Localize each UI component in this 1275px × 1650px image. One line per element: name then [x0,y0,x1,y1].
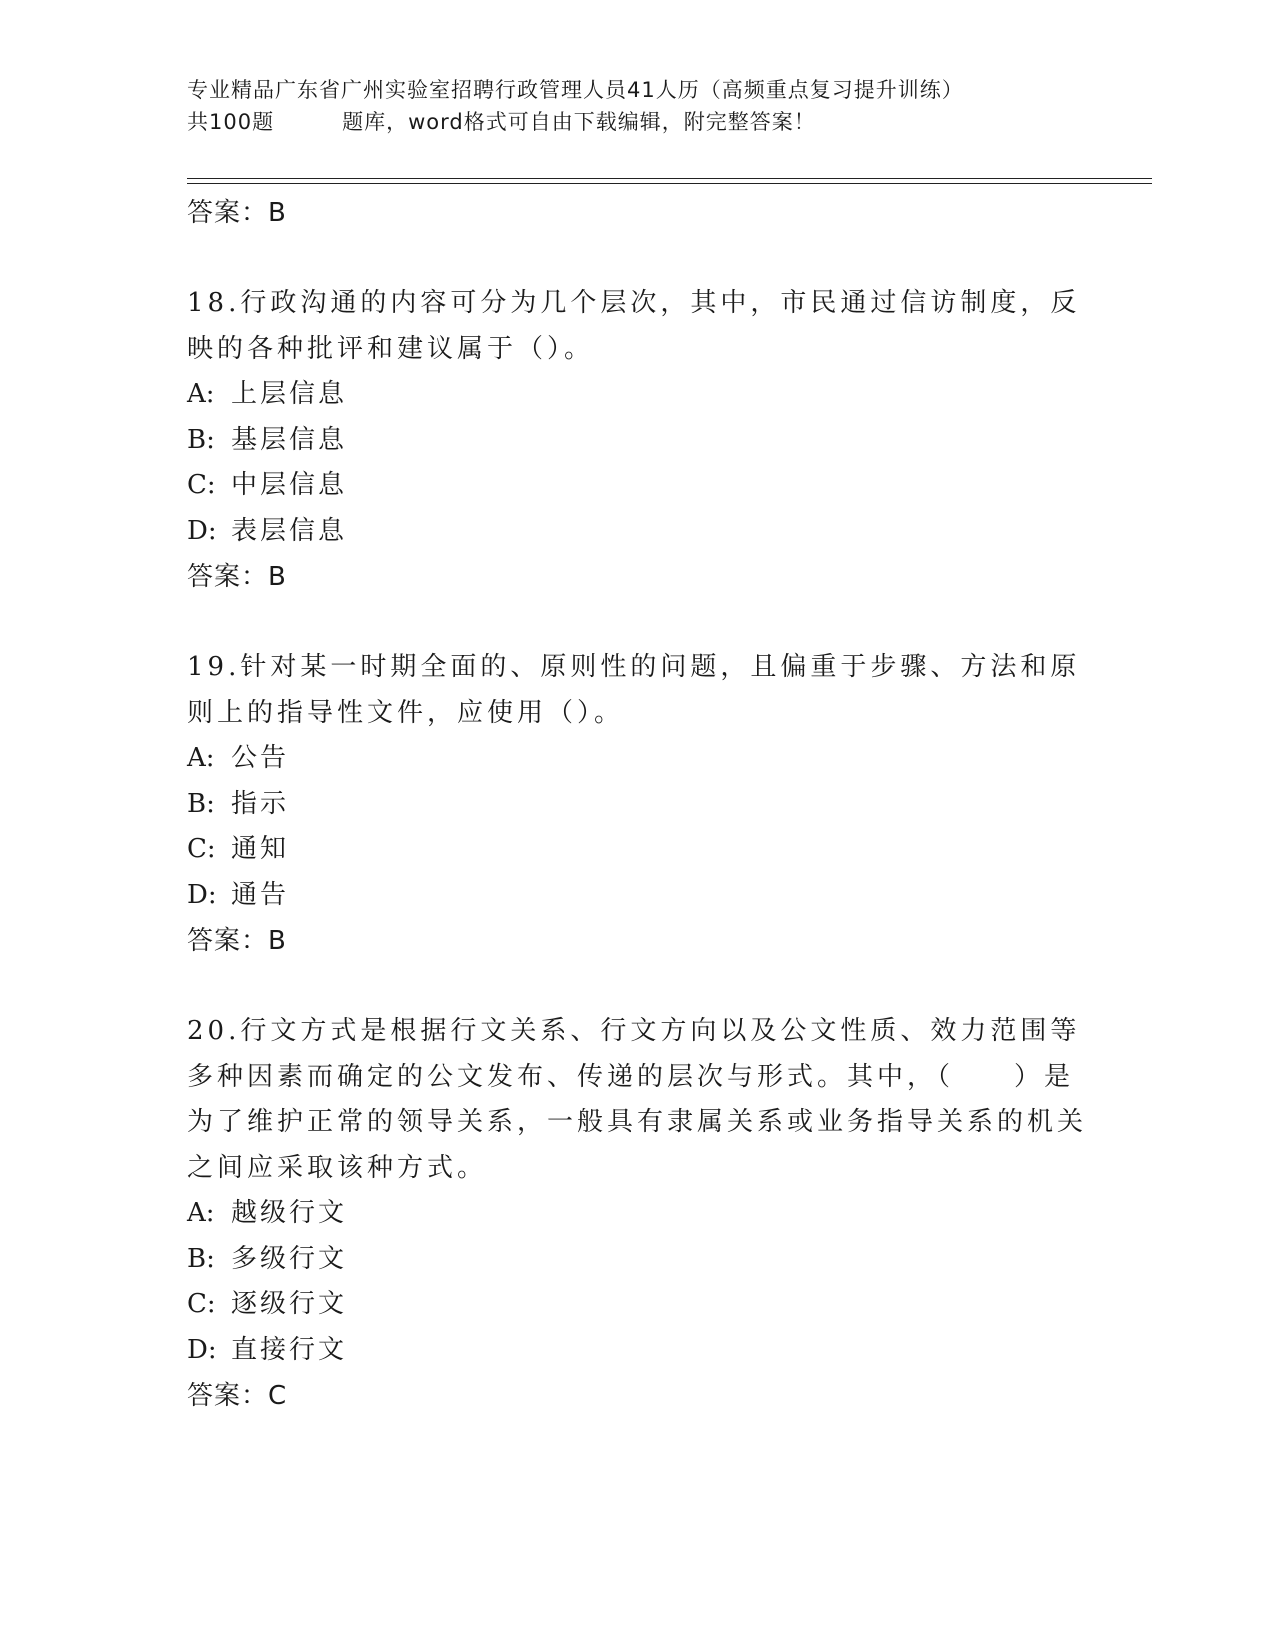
header-title-line2 [187,106,1087,138]
option-text: 表层信息 [231,515,348,546]
option-a [187,736,1087,782]
option-letter: C: [187,834,216,864]
question-20 [187,1009,1087,1419]
option-letter: B: [187,788,215,819]
question-list [187,190,1087,1419]
option-text: 上层信息 [231,379,348,409]
answer-line [187,1373,1087,1419]
page-header [187,74,1087,138]
question-stem: 20.行文方式是根据行文关系、行文方向以及公文性质、效力范围等多种因素而确定的公文发布、传递的层次与形式。其中，（ ）是为了维护正常的领导关系，一般具有隶属关系或业务指导关系的机关之间应采取该种方式。 [187,1016,1088,1183]
question-19 [187,645,1087,964]
option-text: 越级行文 [231,1198,348,1228]
option-b [187,1237,1087,1283]
option-c [187,1282,1087,1328]
option-d [187,509,1087,555]
option-letter: C: [187,1289,216,1319]
header-title-line1: 专业精品广东省广州实验室招聘行政管理人员41人历（高频重点复习提升训练） [187,78,964,102]
option-letter: B: [187,1243,215,1274]
option-text: 多级行文 [231,1243,348,1274]
option-text: 直接行文 [231,1334,348,1365]
option-letter: D: [187,879,217,910]
option-text: 公告 [231,743,290,773]
option-d [187,873,1087,919]
answer-value: C [268,1381,288,1411]
question-18 [187,281,1087,600]
option-letter: A: [187,379,215,409]
option-c [187,827,1087,873]
answer-line [187,554,1087,600]
option-b [187,418,1087,464]
option-letter: B: [187,424,215,455]
option-letter: A: [187,1198,215,1228]
question-stem: 18.行政沟通的内容可分为几个层次，其中，市民通过信访制度，反映的各种批评和建议属于（）。 [187,288,1081,364]
answer-line [187,918,1087,964]
answer-value: B [268,926,287,956]
question-stem: 19.针对某一时期全面的、原则性的问题，且偏重于步骤、方法和原则上的指导性文件，应使用（）。 [187,652,1081,728]
answer-label: 答案： [187,926,269,956]
option-c [187,463,1087,509]
option-text: 通知 [231,834,290,864]
header-question-count: 共100题 [187,110,275,134]
option-b [187,782,1087,828]
answer-label: 答案： [187,562,269,592]
option-a [187,372,1087,418]
answer-value: B [268,562,287,592]
header-divider-bottom [187,183,1152,184]
header-description: 题库，word格式可自由下载编辑，附完整答案！ [342,110,816,134]
header-divider-top [187,178,1152,179]
option-d [187,1328,1087,1374]
answer-value: B [268,198,287,228]
answer-label: 答案： [187,198,269,228]
option-a [187,1191,1087,1237]
option-letter: D: [187,515,217,546]
option-letter: A: [187,743,215,773]
option-text: 中层信息 [231,470,348,500]
option-letter: D: [187,1334,217,1365]
option-text: 指示 [231,788,290,819]
option-text: 逐级行文 [231,1289,348,1319]
answer-line-17 [187,190,1087,236]
option-text: 通告 [231,879,290,910]
option-text: 基层信息 [231,424,348,455]
answer-label: 答案： [187,1381,269,1411]
option-letter: C: [187,470,216,500]
